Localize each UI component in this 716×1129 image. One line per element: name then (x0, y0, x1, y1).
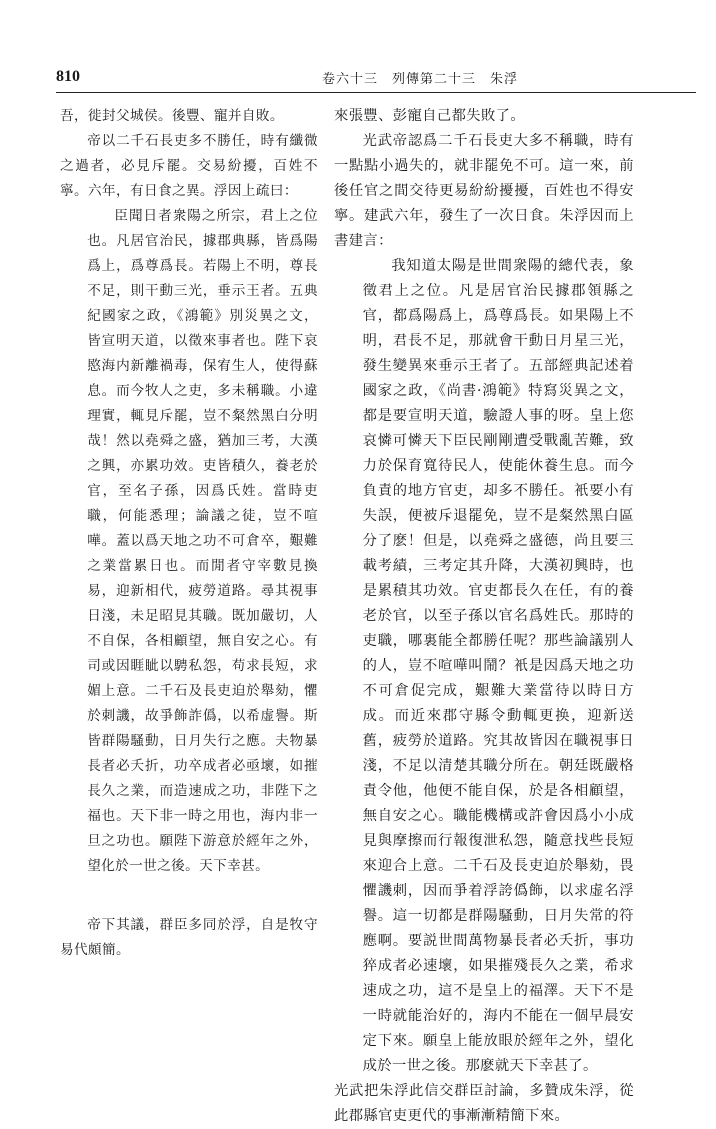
classical-text-column (60, 104, 318, 963)
translation-paragraph-1: 來張豐、彭寵自己都失敗了。 (334, 108, 526, 124)
classical-paragraph-2: 帝以二千石長吏多不勝任，時有纖微之過者，必見斥罷。交易紛擾，百姓不寧。六年，有日食之異。浮因上疏曰： (60, 133, 318, 199)
page-header (56, 64, 696, 94)
translation-memorial-text: 我知道太陽是世間衆陽的總代表，象徵君上之位。凡是居官治民據郡領縣之官，都爲陽爲上，爲尊爲長。如果陽上不明，君長不足，那就會干動日月星三光，發生變異來垂示王者了。五部經典記述着國家之政，《尚書·鴻範》特寫災異之文，都是要宣明天道，驗證人事的呀。皇上您哀憐可憐天下臣民剛剛遭受戰亂苦難，致力於保育寬待民人，使能休養生息。而今負責的地方官吏，却多不勝任。衹要小有失誤，便被斥退罷免，豈不是粲然黑白區分了麽！但是，以堯舜之盛德，尚且要三載考績，三考定其升降，大漢初興時，也是累積其功效。官吏都長久在任，有的養老於官，以至子孫以官名爲姓氏。那時的吏職，哪裏能全都勝任呢？那些論議别人的人，豈不喧嘩叫鬧？衹是因爲天地之功不可倉促完成，艱難大業當待以時日方成。而近來郡守縣令動輒更换，迎新送舊，疲勞於道路。究其故皆因在職視事日淺，不足以清楚其職分所在。朝廷既嚴格責令他，他便不能自保，於是各相顧望，無自安之心。職能機構或許會因爲小小成見與摩擦而行報復泄私怨，隨意找些長短來迎合上意。二千石及長吏迫於舉劾，畏懼譏刺，因而爭着浮誇僞飾，以求虚名浮譽。這一切都是群陽騷動，日月失常的符應啊。要説世間萬物暴長者必夭折，事功猝成者必速壞，如果摧殘長久之業，希求速成之功，這不是皇上的福澤。天下不是一時就能治好的，海内不能在一個早晨安定下來。願皇上能放眼於經年之外，望化成於一世之後。那麽就天下幸甚了。 (362, 258, 634, 1074)
running-title: 卷六十三 列傳第二十三 朱浮 (322, 72, 519, 87)
translation-column (334, 104, 634, 1129)
translation-memorial (334, 254, 634, 1079)
translation-paragraph-3: 光武把朱浮此信交群臣討論，多贊成朱浮，從此郡縣官吏更代的事漸漸精簡下來。 (334, 1083, 634, 1124)
page-number: 810 (56, 68, 80, 85)
classical-memorial (60, 204, 318, 879)
classical-paragraph-1: 吾，徙封父城侯。後豐、寵并自敗。 (60, 108, 284, 124)
classical-paragraph-3: 帝下其議，群臣多同於浮，自是牧守易代頗簡。 (60, 917, 318, 958)
header-rule (56, 92, 696, 93)
classical-memorial-text: 臣聞日者衆陽之所宗，君上之位也。凡居官治民，據郡典縣，皆爲陽爲上，爲尊爲長。若陽上不明，尊長不足，則干動三光，垂示王者。五典紀國家之政，《鴻範》別災異之文，皆宣明天道，以徵來事者也。陛下哀愍海内新離禍毒，保宥生人，使得蘇息。而今牧人之吏，多未稱職。小違理實，輒見斥罷，豈不粲然黑白分明哉！然以堯舜之盛，猶加三考，大漢之興，亦累功效。吏皆積久，養老於官，至名子孫，因爲氏姓。當時吏職，何能悉理；論議之徒，豈不喧嘩。蓋以爲天地之功不可倉卒，艱難之業當累日也。而閒者守宰數見換易，迎新相代，疲勞道路。尋其視事日淺，未足昭見其職。既加嚴切，人不自保，各相顧望，無自安之心。有司或因睚眦以騁私怨，苟求長短，求媚上意。二千石及長吏迫於舉劾，懼於刺譏，故爭飾詐僞，以希虚譽。斯皆群陽騷動，日月失行之應。夫物暴長者必夭折，功卒成者必亟壞，如摧長久之業，而造速成之功，非陛下之福也。天下非一時之用也，海内非一旦之功也。願陛下游意於經年之外，望化於一世之後。天下幸甚。 (87, 208, 318, 874)
translation-paragraph-2: 光武帝認爲二千石長吏大多不稱職，時有一點點小過失的，就非罷免不可。這一來，前後任官之間交待更易紛紛擾擾，百姓也不得安寧。建武六年，發生了一次日食。朱浮因而上書建言： (334, 133, 634, 249)
